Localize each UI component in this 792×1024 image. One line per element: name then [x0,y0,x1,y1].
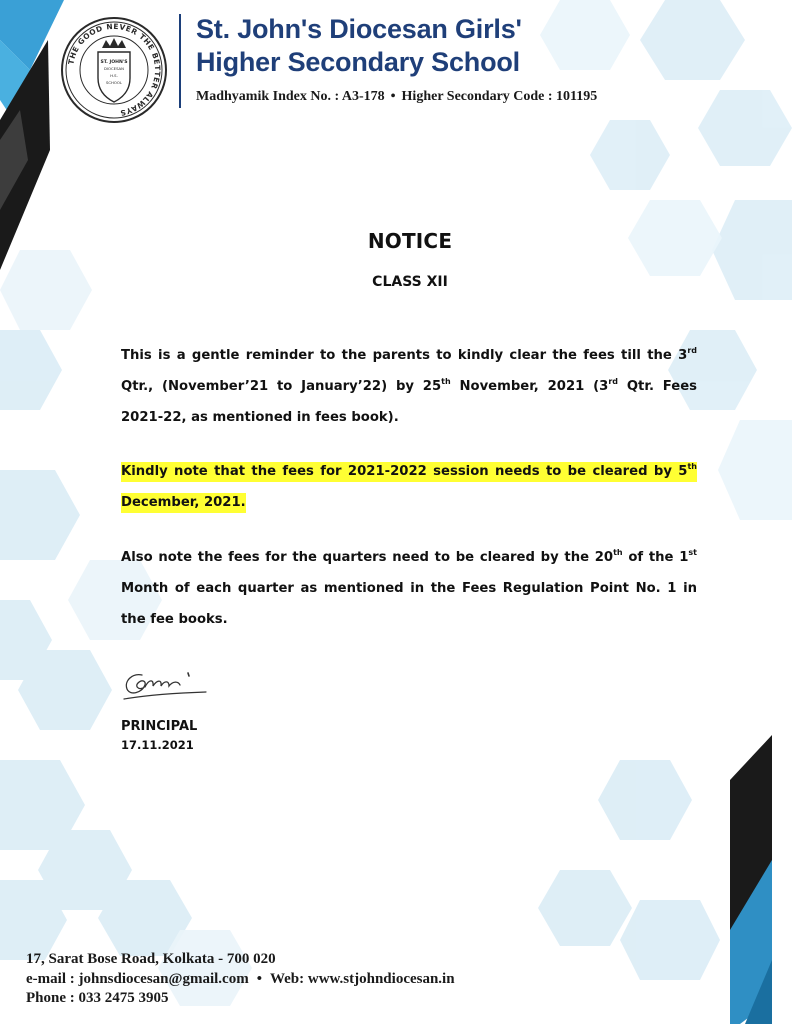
para2-sup-1: th [687,462,697,471]
hs-code: Higher Secondary Code : 101195 [401,89,598,104]
para1-text-3: November, 2021 (3 [450,379,609,394]
para3-text-3: Month of each quarter as mentioned in the Fees Regulation Point No. 1 in the fee books. [121,581,697,627]
notice-class: CLASS XII [372,274,448,290]
codes-separator: • [390,89,396,104]
school-crest-icon [58,14,170,126]
signatory-title: PRINCIPAL [121,719,198,734]
crest-text-1: ST. JOHN'S [100,60,128,65]
para1-sup-3: rd [608,377,619,386]
school-codes [196,89,597,105]
principal-signature [118,661,212,707]
school-name-line-2: Higher Secondary School [196,47,520,77]
para2-text-2: December, 2021. [121,495,246,510]
quarter-deadline-paragraph [121,542,697,635]
crest-text-2: DIOCESAN [103,66,125,71]
para3-text-1: Also note the fees for the quarters need to be cleared by the 20 [121,550,614,565]
para3-sup-2: st [688,548,697,557]
letterhead-divider [179,14,181,108]
para1-sup-1: rd [687,346,697,355]
footer-address: 17, Sarat Bose Road, Kolkata - 700 020 [26,951,276,967]
fees-reminder-paragraph [121,340,697,433]
footer-separator: • [256,971,262,987]
para3-text-2: of the 1 [622,550,689,565]
para1-text-4: Qtr. Fees 2021-22, as mentioned in fees book). [121,379,697,425]
para2-text-1: Kindly note that the fees for 2021-2022 session needs to be cleared by 5 [121,464,688,479]
madhyamik-index: Madhyamik Index No. : A3-178 [196,89,385,104]
notice-title: NOTICE [367,229,453,253]
crest-text-3: H.S. [110,73,118,78]
footer-phone: Phone : 033 2475 3905 [26,990,169,1006]
crest-ring-text: THE GOOD NEVER THE BETTER ALWAYS [66,21,163,118]
school-name-line-1: St. John's Diocesan Girls' [196,14,522,44]
footer-contact [26,971,455,988]
notice-date: 17.11.2021 [121,738,194,752]
footer-email: e-mail : johnsdiocesan@gmail.com [26,971,249,987]
session-deadline-paragraph [121,456,697,518]
footer-web: Web: www.stjohndiocesan.in [269,971,455,987]
para1-sup-2: th [441,377,451,386]
para1-text-2: Qtr., (November’21 to January’22) by 25 [121,379,442,394]
highlighted-deadline [121,462,697,513]
para1-text-1: This is a gentle reminder to the parents to kindly clear the fees till the 3 [121,348,688,363]
para3-sup-1: th [613,548,623,557]
crest-text-4: SCHOOL [105,80,123,85]
